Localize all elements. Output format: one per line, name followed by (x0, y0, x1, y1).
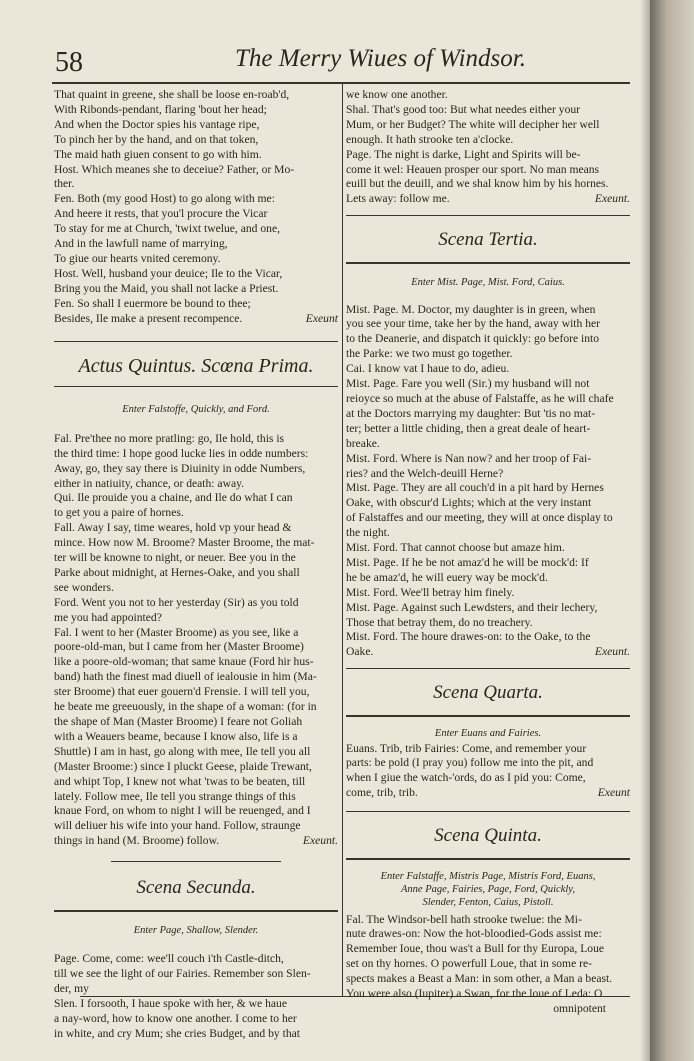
exit-direction: Exeunt. (594, 645, 630, 659)
text-line: Fen. Both (my good Host) to go along with me: (54, 192, 275, 206)
left-block1 (54, 88, 338, 312)
text-line: And in the lawfull name of marrying, (54, 237, 228, 251)
text-line: till we see the light of our Fairies. Remember son Slen- (54, 967, 311, 981)
facing-page-edge (650, 0, 694, 1061)
text-line: we know one another. (346, 88, 448, 101)
text-line: der, my (54, 982, 89, 996)
text-line: to get you a paire of hornes. (54, 506, 184, 520)
text-line: That quaint in greene, she shall be loose en-roab'd, (54, 88, 290, 101)
right-block4 (346, 913, 630, 1002)
exit-direction: Exeunt (597, 786, 630, 800)
text-line: the third time: I hope good lucke lies in odde numbers: (54, 446, 309, 460)
text-line: Mum, or her Budget? The white will decipher her well (346, 117, 600, 131)
text-line: You were also (Iupiter) a Swan, for the loue of Leda: O (346, 987, 603, 1001)
text-line: Bring you the Maid, you shall not lacke a Priest. (54, 281, 279, 295)
text-line: in white, and cry Mum; she cries Budget, and by that (54, 1026, 300, 1040)
text-line: To pinch her by the hand, and on that token, (54, 132, 259, 146)
column-divider (342, 84, 343, 996)
exit-direction: Exeunt (305, 311, 338, 325)
text-line: ster Broome) that euer gouern'd Frensie. I will tell you, (54, 685, 310, 699)
text-line: nute drawes-on: Now the hot-bloodied-Gods assist me: (346, 927, 602, 941)
text-line: like a poore-old-woman; that same knaue (Ford hir hus- (54, 655, 314, 669)
exit-direction: Exeunt. (302, 834, 338, 848)
text-line: ther. (54, 177, 75, 191)
text-line: The maid hath giuen consent to go with him. (54, 147, 262, 161)
exit-direction: Exeunt. (594, 192, 630, 206)
act-title: Actus Quintus. Scœna Prima. (78, 354, 314, 377)
text-line: come it wel: Heauen prosper our sport. No man means (346, 162, 600, 176)
text-line: Mist. Ford. The houre drawes-on: to the Oake, to the (346, 630, 591, 644)
text-line: at the Doctors marrying my daughter: But 'tis no mat- (346, 406, 596, 420)
text-line: Cai. I know vat I haue to do, adieu. (346, 362, 510, 376)
text-line: a nay-word, how to know one another. I come to her (54, 1012, 297, 1026)
scene-title: Scena Quinta. (434, 825, 542, 847)
text-line: parts: be pold (I pray you) follow me into the pit, and (346, 756, 594, 770)
text-line: Mist. Page. They are all couch'd in a pit hard by Hernes (346, 481, 604, 495)
stage-direction-entrance: Enter Euans and Fairies. (434, 727, 542, 739)
text-line: me you had appointed? (54, 610, 162, 624)
text-line: Fall. Away I say, time weares, hold vp your head & (54, 521, 292, 535)
text-line: of Falstaffes and our meeting, they will at once display to (346, 511, 613, 525)
text-line: (Master Broome:) since I pluckt Geese, plaide Trewant, (54, 759, 312, 773)
right-block2-last-line: Oake. Exeunt. (346, 645, 630, 659)
catchword: omnipotent (553, 1002, 606, 1015)
text-line: to the Deanerie, and dispatch it quickly: go before into (346, 332, 600, 346)
stage-direction-entrance: Enter Page, Shallow, Slender. (133, 924, 259, 936)
scene-title: Scena Secunda. (136, 877, 256, 899)
text-line: Mist. Page. Fare you well (Sir.) my husband will not (346, 377, 590, 391)
stage-direction-entrance: Enter Falstoffe, Quickly, and Ford. (122, 403, 270, 415)
text-line: band) hath the finest mad diuell of iealousie in him (Ma- (54, 670, 317, 684)
left-block2-last-line: things in hand (M. Broome) follow. Exeunt. (54, 834, 338, 848)
act-rule-top (54, 341, 338, 342)
text-line: Fal. Pre'thee no more pratling: go, Ile hold, this is (54, 431, 285, 445)
text-line: lately. Follow mee, Ile tell you strange things of this (54, 789, 296, 803)
right-block2 (346, 303, 630, 646)
scene-rule (111, 861, 281, 862)
text-line: ter will be knowne to night, or neuer. Bee you in the (54, 551, 296, 565)
text-line: mince. How now M. Broome? Master Broome, the mat- (54, 536, 315, 550)
text-line: see wonders. (54, 580, 114, 594)
text-line: Oake, with obscur'd Lights; which at the very instant (346, 496, 592, 510)
text-line: To stay for me at Church, 'twixt twelue, and one, (54, 222, 281, 236)
scene-rule (346, 215, 630, 216)
stage-direction-entrance: Slender, Fenton, Caius, Pistoll. (422, 896, 554, 908)
text-line: the Parke: we two must go together. (346, 347, 513, 361)
text-line: Page. The night is darke, Light and Spirits will be- (346, 147, 581, 161)
text-line: ter; better a little chiding, then a great deale of heart- (346, 421, 591, 435)
text-line: Euans. Trib, trib Fairies: Come, and remember your (346, 741, 587, 755)
text-line: enough. It hath strooke ten a'clocke. (346, 132, 514, 146)
left-block1-last-line: Besides, Ile make a present recompence. Exeunt (54, 311, 338, 325)
text-line: Qui. Ile prouide you a chaine, and Ile do what I can (54, 491, 293, 505)
left-column (54, 88, 338, 1042)
text-line: To giue our hearts vnited ceremony. (54, 251, 221, 265)
text-line: Mist. Page. M. Doctor, my daughter is in green, when (346, 302, 596, 316)
text-line: Ford. Went you not to her yesterday (Sir) as you told (54, 595, 299, 609)
left-block2 (54, 432, 338, 834)
header-rule (52, 82, 630, 84)
text-line: Host. Which meanes she to deceiue? Father, or Mo- (54, 162, 295, 176)
text-line: Mist. Ford. Where is Nan now? and her troop of Fai- (346, 451, 592, 465)
text-line: Fal. I went to her (Master Broome) as you see, like a (54, 625, 299, 639)
text-line: when I giue the watch-'ords, do as I pid you: Come, (346, 771, 586, 785)
text-line: Slen. I forsooth, I haue spoke with her, & we haue (54, 997, 287, 1011)
text-line: spects makes a Beast a Man: in som other, a Man a beast. (346, 972, 613, 986)
text-line: reioyce so much at the abuse of Falstaffe, as he will chafe (346, 391, 614, 405)
right-block1-last-line: Lets away: follow me. Exeunt. (346, 192, 630, 206)
right-column (346, 88, 630, 1017)
scene-title: Scena Quarta. (433, 682, 543, 704)
text-line: Mist. Page. Against such Lewdsters, and their lechery, (346, 600, 598, 614)
right-block3-last-line: come, trib, trib. Exeunt (346, 786, 630, 800)
text-line: the night. (346, 526, 390, 540)
right-block3 (346, 742, 630, 787)
text-line: Page. Come, come: wee'll couch i'th Castle-ditch, (54, 952, 284, 966)
stage-direction-entrance: Anne Page, Fairies, Page, Ford, Quickly, (401, 883, 575, 895)
text-line: ries? and the Welch-deuill Herne? (346, 466, 504, 480)
text-line: set on thy hornes. O powerfull Loue, that in some re- (346, 957, 592, 971)
text-line: And heere it rests, that you'l procure the Vicar (54, 207, 268, 221)
running-header (55, 41, 625, 91)
text-line: he be amaz'd, he will euery way be mock'd. (346, 570, 548, 584)
page-number: 58 (55, 47, 83, 78)
text-line: Shal. That's good too: But what needes either your (346, 102, 581, 116)
stage-direction-entrance: Enter Mist. Page, Mist. Ford, Caius. (411, 276, 565, 288)
scene-title: Scena Tertia. (438, 229, 538, 251)
text-line: knaue Ford, on whom to night I will be reuenged, and I (54, 804, 311, 818)
text-line: Fal. The Windsor-bell hath strooke twelue: the Mi- (346, 912, 582, 926)
text-line: either in natiuity, chance, or death: away. (54, 476, 245, 490)
text-line: Shuttle) I am in hast, go along with mee, Ile tell you all (54, 744, 311, 758)
text-line: Parke about midnight, at Hernes-Oake, and you shall (54, 565, 300, 579)
text-line: Those that betray them, do no treachery. (346, 615, 533, 629)
text-line: he beate me greeuously, in the shape of a woman: (for in (54, 700, 317, 714)
text-line: with a Weauers beame, because I know also, life is a (54, 729, 298, 743)
text-line: Remember Ioue, thou was't a Bull for thy Europa, Loue (346, 942, 605, 956)
text-line: Mist. Ford. That cannot choose but amaze him. (346, 541, 565, 555)
left-block3 (54, 952, 338, 1041)
stage-direction-entrance: Enter Falstaffe, Mistris Page, Mistris Ford, Euans, (380, 870, 596, 882)
text-line: euill but the deuill, and we shal know him by his hornes. (346, 177, 609, 191)
text-line: Fen. So shall I euermore be bound to thee; (54, 296, 251, 310)
text-line: poore-old-man, but I came from her (Master Broome) (54, 640, 304, 654)
text-line: and whipt Top, I knew not what 'twas to be beaten, till (54, 774, 306, 788)
right-block1 (346, 88, 630, 192)
text-line: Mist. Page. If he be not amaz'd he will be mock'd: If (346, 555, 589, 569)
text-line: the shape of Man (Master Broome) I feare not Goliah (54, 715, 303, 728)
scene-rule (346, 811, 630, 812)
text-line: Away, go, they say there is Diuinity in odde Numbers, (54, 461, 306, 475)
text-line: Host. Well, husband your deuice; Ile to the Vicar, (54, 266, 283, 280)
text-line: breake. (346, 436, 380, 450)
running-title: The Merry Wiues of Windsor. (235, 45, 526, 72)
scene-rule (346, 668, 630, 669)
text-line: Mist. Ford. Wee'll betray him finely. (346, 585, 515, 599)
text-line: And when the Doctor spies his vantage ripe, (54, 117, 260, 131)
text-line: With Ribonds-pendant, flaring 'bout her head; (54, 102, 267, 116)
text-line: will deliuer his wife into your hand. Follow, straunge (54, 819, 301, 833)
text-line: you see your time, take her by the hand, away with her (346, 317, 601, 331)
